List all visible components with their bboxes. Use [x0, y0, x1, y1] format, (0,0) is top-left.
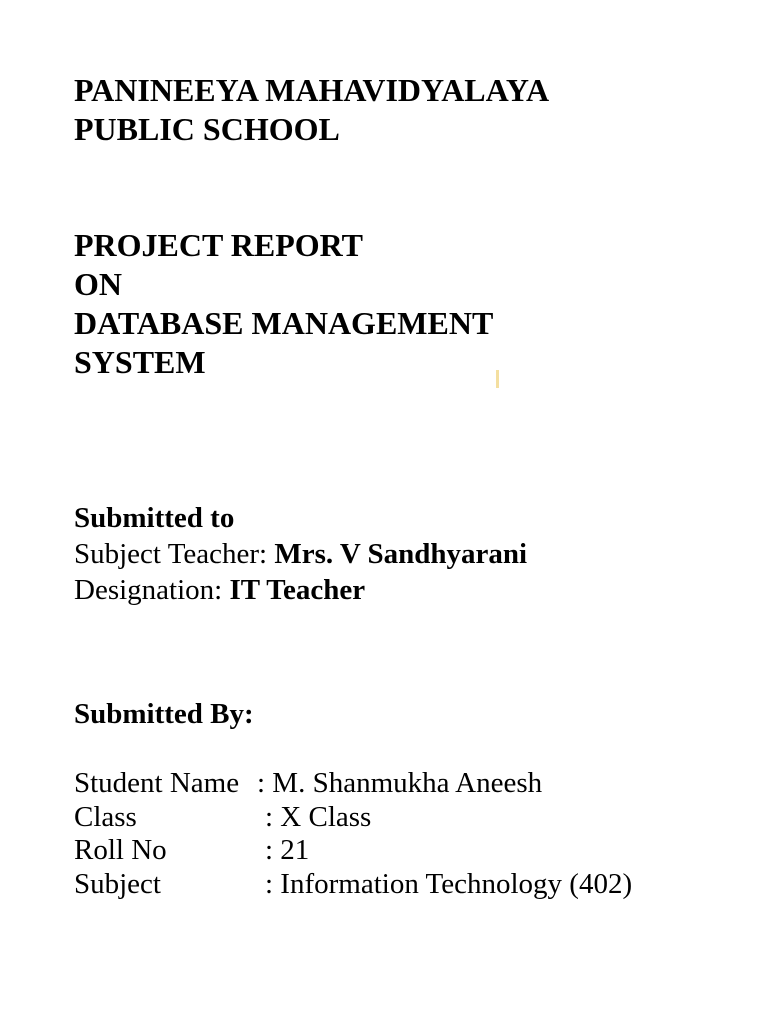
detail-label: Roll No: [74, 834, 167, 866]
project-title-line-4: SYSTEM: [74, 344, 206, 380]
detail-label: Student Name: [74, 767, 240, 799]
school-name-line-1: PANINEEYA MAHAVIDYALAYA: [74, 72, 550, 108]
subject-teacher-value: Mrs. V Sandhyarani: [274, 538, 528, 570]
project-title-line-2: ON: [74, 266, 122, 302]
project-title: [74, 226, 493, 382]
detail-value: : 21: [265, 834, 310, 866]
detail-label: Class: [74, 800, 137, 833]
designation-value: IT Teacher: [229, 574, 366, 606]
designation-label: Designation:: [74, 574, 230, 606]
designation-line: [74, 572, 527, 608]
project-title-line-1: PROJECT REPORT: [74, 227, 363, 263]
subject-teacher-line: [74, 536, 527, 572]
detail-label: Subject: [74, 867, 161, 900]
submitted-by-heading: Submitted By:: [74, 698, 254, 730]
submitted-to-section: [74, 500, 527, 608]
text-cursor-mark: [496, 370, 499, 388]
detail-value: : X Class: [265, 800, 372, 833]
submitted-to-heading: Submitted to: [74, 502, 235, 534]
detail-value: : M. Shanmukha Aneesh: [257, 767, 543, 799]
subject-teacher-label: Subject Teacher:: [74, 538, 275, 570]
detail-value: : Information Technology (402): [265, 867, 633, 900]
school-name: [74, 71, 549, 149]
project-title-line-3: DATABASE MANAGEMENT: [74, 305, 494, 341]
school-name-line-2: PUBLIC SCHOOL: [74, 111, 340, 147]
